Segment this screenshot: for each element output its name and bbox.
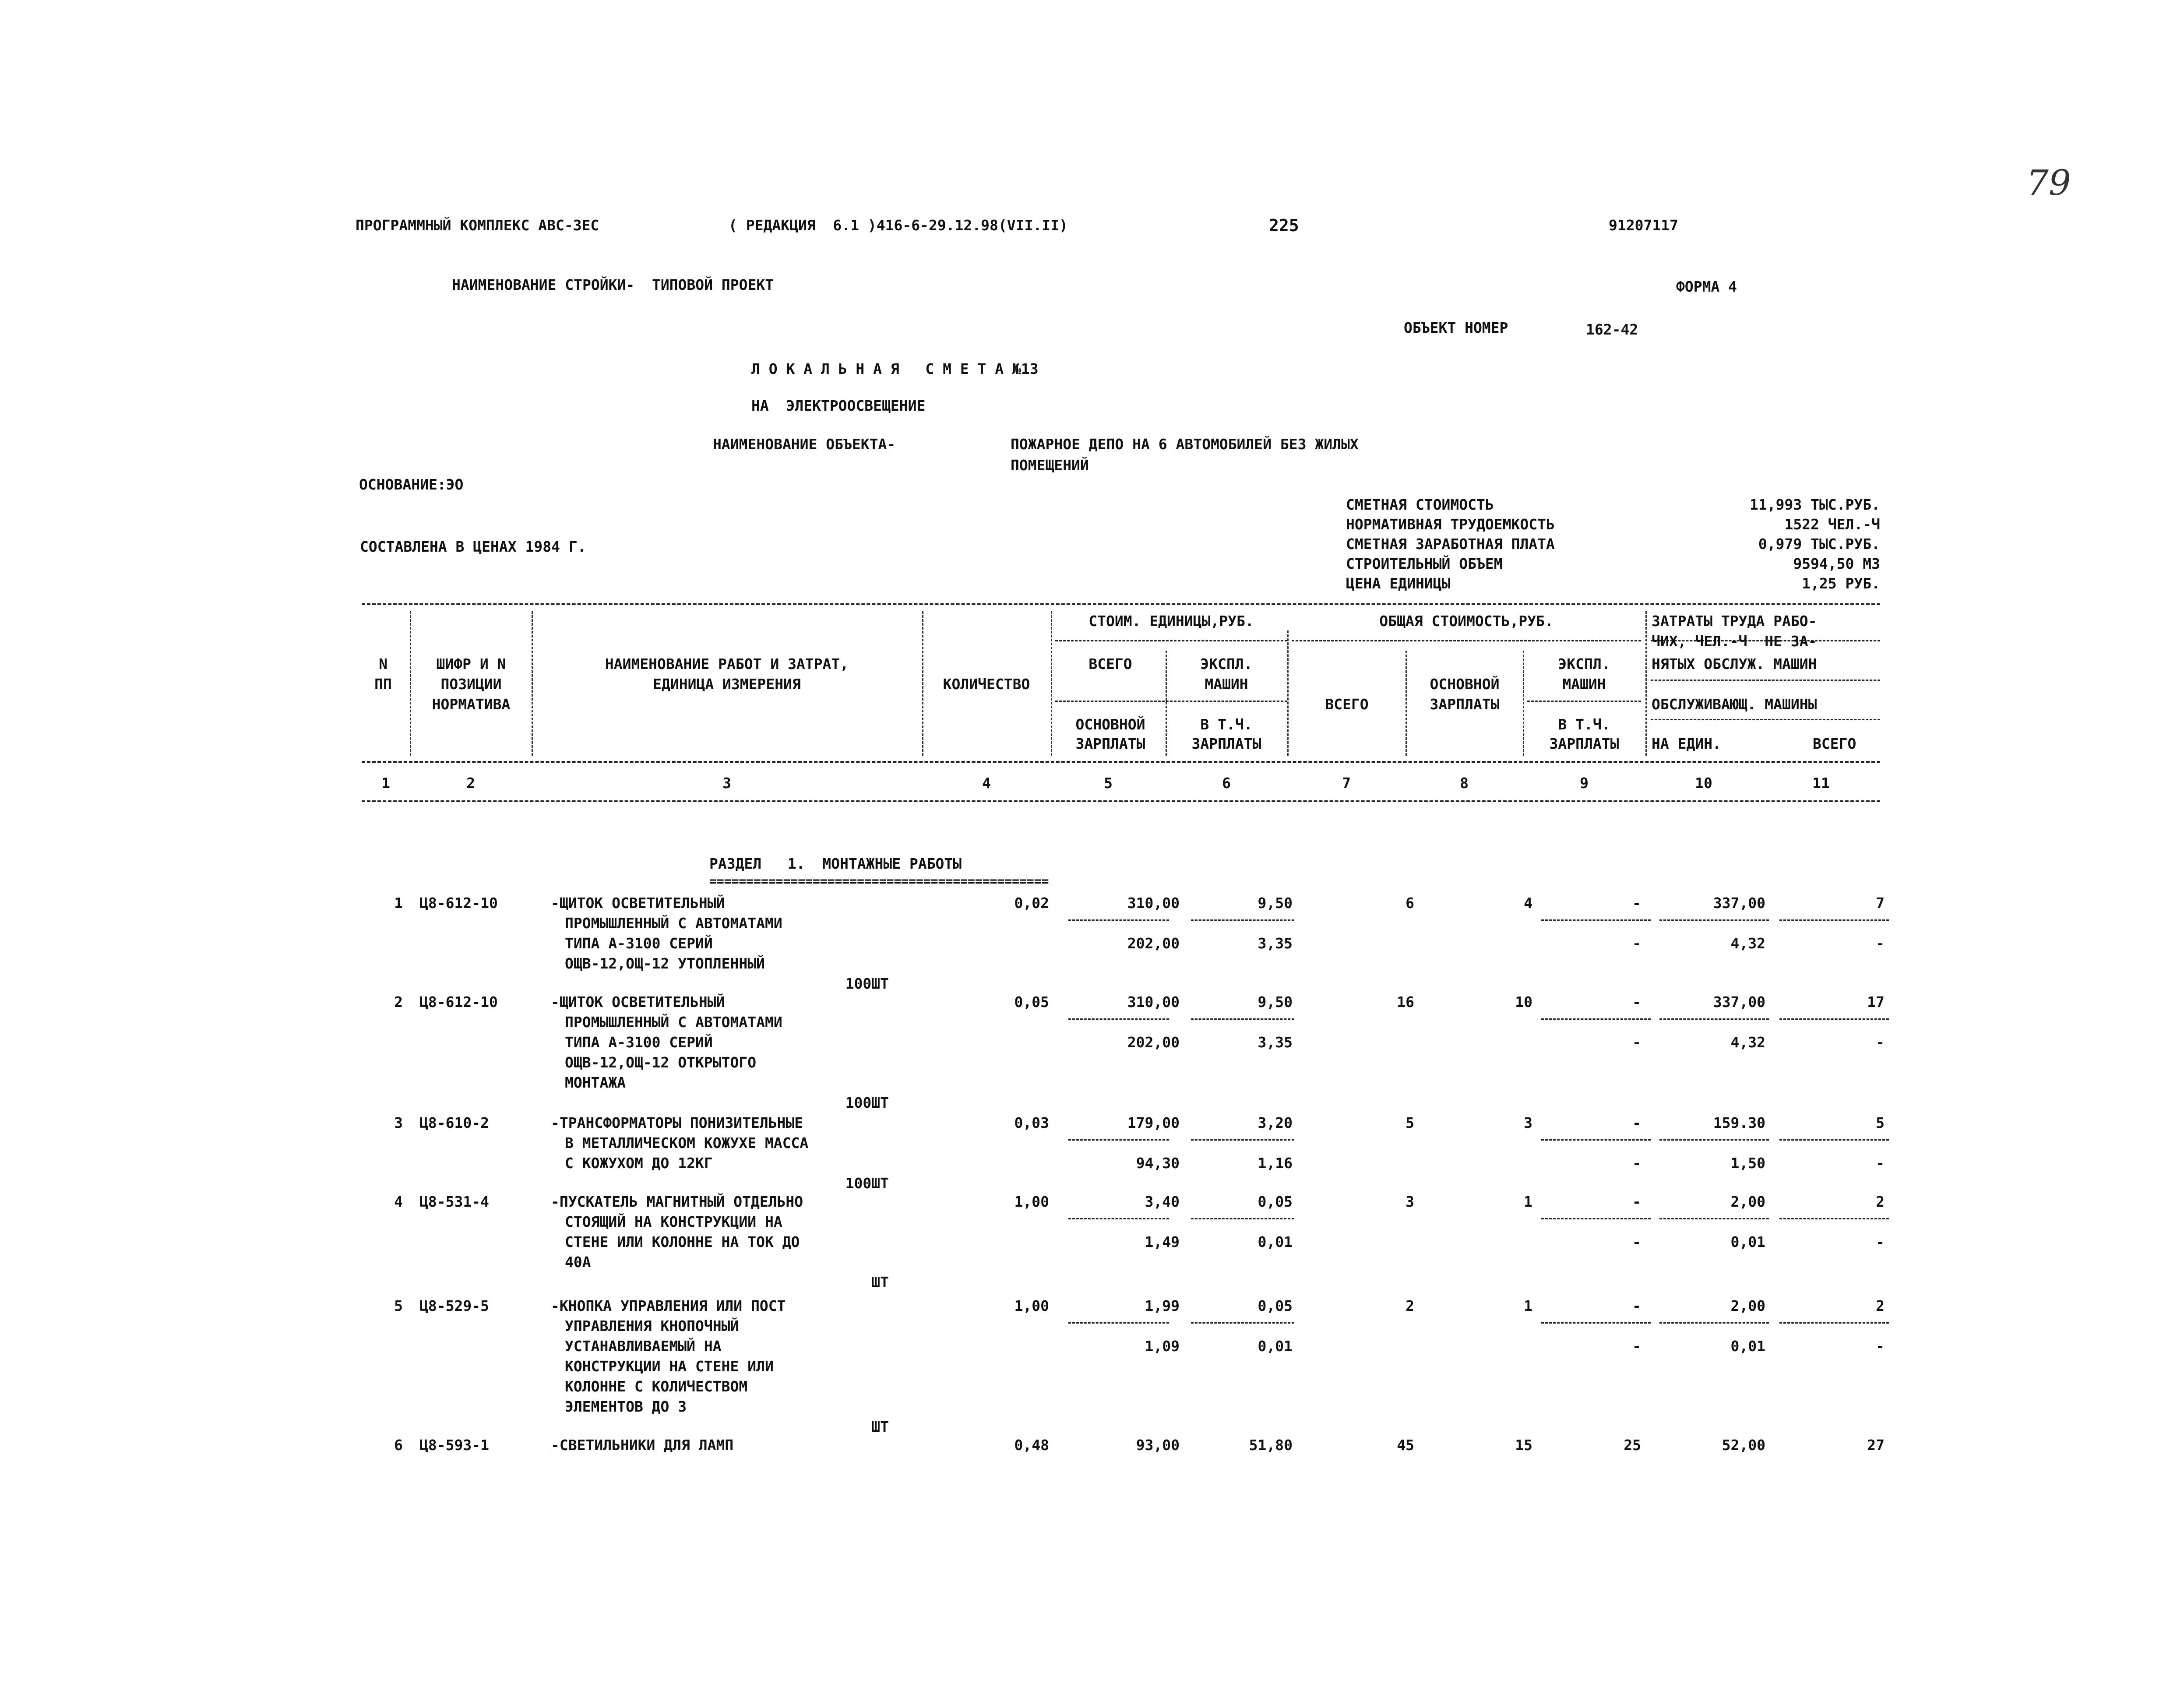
row-unit-machine-wage: 0,01 — [1258, 1233, 1293, 1250]
row-number: 3 — [394, 1114, 403, 1131]
header-labor-total: ВСЕГО — [1813, 735, 1856, 752]
row-name-line: МОНТАЖА — [565, 1074, 626, 1091]
header-labor: ОБСЛУЖИВАЮЩ. МАШИНЫ — [1652, 696, 1817, 713]
object-name-line2: ПОМЕЩЕНИЙ — [1011, 457, 1089, 474]
row-name-line: -СВЕТИЛЬНИКИ ДЛЯ ЛАМП — [551, 1437, 734, 1454]
row-name-line: ТИПА А-3100 СЕРИЙ — [565, 935, 713, 952]
row-labor-total-b: - — [1876, 1155, 1885, 1172]
row-unit-wage: 202,00 — [1127, 935, 1180, 952]
row-quantity: 0,05 — [1014, 993, 1049, 1011]
column-number: 7 — [1342, 775, 1351, 792]
row-unit-total: 310,00 — [1127, 894, 1180, 912]
object-name-label: НАИМЕНОВАНИЕ ОБЪЕКТА- — [713, 436, 896, 453]
column-number: 2 — [466, 775, 475, 792]
row-unit-wage: 202,00 — [1127, 1034, 1180, 1051]
column-divider — [1051, 611, 1052, 756]
row-quantity: 1,00 — [1014, 1193, 1049, 1210]
header-total-cost: ОБЩАЯ СТОИМОСТЬ,РУБ. — [1379, 613, 1553, 630]
row-labor-unit: 2,00 — [1730, 1193, 1765, 1210]
row-labor-unit: 2,00 — [1730, 1297, 1765, 1314]
row-quantity: 0,02 — [1014, 894, 1049, 912]
summary-value: 9594,50 М3 — [1793, 555, 1880, 572]
column-divider — [1645, 611, 1647, 756]
document-subject: НА ЭЛЕКТРООСВЕЩЕНИЕ — [751, 397, 926, 414]
header-sub-rule — [1055, 701, 1287, 702]
object-number: 162-42 — [1586, 321, 1638, 338]
column-number: 6 — [1222, 775, 1231, 792]
row-total-wage: 3 — [1524, 1114, 1532, 1131]
row-labor-total: 2 — [1876, 1297, 1885, 1314]
column-number: 5 — [1104, 775, 1113, 792]
row-labor-unit: 159.30 — [1713, 1114, 1765, 1131]
row-name-line: УСТАНАВЛИВАЕМЫЙ НА — [565, 1338, 722, 1355]
cell-rule — [1779, 1139, 1889, 1141]
row-labor-unit-b: 0,01 — [1730, 1338, 1765, 1355]
row-unit-machine: 0,05 — [1258, 1193, 1293, 1210]
row-total-wage: 15 — [1515, 1437, 1532, 1454]
row-total-all: 45 — [1397, 1437, 1414, 1454]
row-unit-machine: 51,80 — [1249, 1437, 1293, 1454]
row-name-line: СТОЯЩИЙ НА КОНСТРУКЦИИ НА — [565, 1213, 782, 1230]
cell-rule — [1541, 1218, 1651, 1219]
cell-rule — [1779, 919, 1889, 921]
header-name: ЕДИНИЦА ИЗМЕРЕНИЯ — [653, 676, 801, 693]
row-unit-machine-wage: 1,16 — [1258, 1155, 1293, 1172]
row-code: Ц8-593-1 — [419, 1437, 489, 1454]
price-basis: СОСТАВЛЕНА В ЦЕНАХ 1984 Г. — [360, 538, 586, 555]
row-total-wage: 10 — [1515, 993, 1532, 1011]
cell-rule — [1659, 1018, 1769, 1020]
row-unit-total: 1,99 — [1145, 1297, 1180, 1314]
row-machine-wage: - — [1632, 1155, 1641, 1172]
row-total-machine: 25 — [1624, 1437, 1641, 1454]
row-code: Ц8-612-10 — [419, 993, 498, 1011]
header-top-rule — [362, 603, 1880, 605]
row-name-line: КОЛОННЕ С КОЛИЧЕСТВОМ — [565, 1378, 748, 1395]
cell-rule — [1541, 1018, 1651, 1020]
row-labor-unit-b: 4,32 — [1730, 935, 1765, 952]
column-divider — [410, 611, 411, 756]
section-underline: ============================================== — [709, 874, 1049, 888]
row-machine-wage: - — [1632, 1233, 1641, 1250]
header-n: ПП — [374, 676, 392, 693]
row-number: 6 — [394, 1437, 403, 1454]
row-total-machine: - — [1632, 1114, 1641, 1131]
row-unit-machine-wage: 0,01 — [1258, 1338, 1293, 1355]
row-name-line: -ЩИТОК ОСВЕТИТЕЛЬНЫЙ — [551, 894, 725, 912]
header-code: ПОЗИЦИИ — [440, 676, 502, 693]
column-divider — [1406, 651, 1407, 756]
row-unit-machine: 0,05 — [1258, 1297, 1293, 1314]
row-number: 2 — [394, 993, 403, 1011]
header-total-machine-wage: В Т.Ч. — [1558, 716, 1610, 733]
row-total-wage: 4 — [1524, 894, 1532, 912]
cell-rule — [1191, 1218, 1294, 1219]
cell-rule — [1779, 1322, 1889, 1324]
row-number: 1 — [394, 894, 403, 912]
row-total-machine: - — [1632, 1297, 1641, 1314]
row-total-machine: - — [1632, 894, 1641, 912]
summary-label: СМЕТНАЯ ЗАРАБОТНАЯ ПЛАТА — [1346, 535, 1555, 553]
column-number: 1 — [381, 775, 390, 792]
summary-label: ЦЕНА ЕДИНИЦЫ — [1346, 575, 1451, 592]
summary-value: 1522 ЧЕЛ.-Ч — [1784, 516, 1880, 533]
row-unit-wage: 1,49 — [1145, 1233, 1180, 1250]
row-labor-unit: 337,00 — [1713, 993, 1765, 1011]
header-labor-unit: НА ЕДИН. — [1652, 735, 1721, 752]
header-quantity: КОЛИЧЕСТВО — [943, 676, 1030, 693]
cell-rule — [1068, 1139, 1169, 1141]
row-labor-unit: 52,00 — [1722, 1437, 1765, 1454]
cell-rule — [1779, 1018, 1889, 1020]
header-sub-rule — [1055, 640, 1287, 641]
row-unit-total: 3,40 — [1145, 1193, 1180, 1210]
row-labor-total: 2 — [1876, 1193, 1885, 1210]
row-code: Ц8-612-10 — [419, 894, 498, 912]
row-name-line: УПРАВЛЕНИЯ КНОПОЧНЫЙ — [565, 1317, 739, 1335]
row-unit: ШТ — [871, 1274, 889, 1291]
column-divider — [1287, 630, 1289, 756]
row-name-line: ОЩВ-12,ОЩ-12 УТОПЛЕННЫЙ — [565, 955, 765, 972]
estimate-basis: ОСНОВАНИЕ:ЭО — [359, 476, 464, 493]
row-name-line: КОНСТРУКЦИИ НА СТЕНЕ ИЛИ — [565, 1358, 774, 1375]
header-mid-rule — [362, 761, 1880, 763]
cell-rule — [1659, 919, 1769, 921]
row-labor-total: 7 — [1876, 894, 1885, 912]
cell-rule — [1068, 919, 1169, 921]
column-number: 11 — [1812, 775, 1830, 792]
row-total-machine: - — [1632, 993, 1641, 1011]
summary-value: 1,25 РУБ. — [1802, 575, 1880, 592]
document-code: 91207117 — [1609, 217, 1678, 234]
cell-rule — [1191, 1139, 1294, 1141]
row-labor-unit-b: 0,01 — [1730, 1233, 1765, 1250]
row-unit-total: 93,00 — [1136, 1437, 1180, 1454]
row-machine-wage: - — [1632, 1338, 1641, 1355]
row-code: Ц8-610-2 — [419, 1114, 489, 1131]
row-labor-total-b: - — [1876, 1233, 1885, 1250]
edition-info: ( РЕДАКЦИЯ 6.1 )416-6-29.12.98(VII.II) — [729, 217, 1068, 234]
header-total-wage: ЗАРПЛАТЫ — [1430, 696, 1500, 713]
row-labor-total-b: - — [1876, 1338, 1885, 1355]
row-name-line: ОЩВ-12,ОЩ-12 ОТКРЫТОГО — [565, 1054, 757, 1071]
header-total-machine-wage: ЗАРПЛАТЫ — [1549, 735, 1619, 752]
header-sub-rule — [1292, 640, 1641, 641]
row-unit-machine: 9,50 — [1258, 894, 1293, 912]
header-total-all: ВСЕГО — [1325, 696, 1369, 713]
cell-rule — [1659, 1139, 1769, 1141]
document-title: Л О К А Л Ь Н А Я С М Е Т А №13 — [751, 360, 1039, 377]
header-total-machine: МАШИН — [1562, 676, 1606, 693]
row-labor-total: 17 — [1867, 993, 1885, 1011]
row-name-line: -ТРАНСФОРМАТОРЫ ПОНИЗИТЕЛЬНЫЕ — [551, 1114, 803, 1131]
row-name-line: ТИПА А-3100 СЕРИЙ — [565, 1034, 713, 1051]
row-labor-unit-b: 1,50 — [1730, 1155, 1765, 1172]
cell-rule — [1068, 1018, 1169, 1020]
row-number: 4 — [394, 1193, 403, 1210]
header-code: ШИФР И N — [436, 655, 506, 673]
row-quantity: 0,48 — [1014, 1437, 1049, 1454]
row-name-line: -ЩИТОК ОСВЕТИТЕЛЬНЫЙ — [551, 993, 725, 1011]
cell-rule — [1068, 1322, 1169, 1324]
row-labor-unit-b: 4,32 — [1730, 1034, 1765, 1051]
header-labor: ЗАТРАТЫ ТРУДА РАБО- — [1652, 613, 1817, 630]
header-n: N — [379, 655, 387, 673]
row-total-all: 3 — [1406, 1193, 1414, 1210]
row-total-wage: 1 — [1524, 1297, 1532, 1314]
cell-rule — [1191, 1322, 1294, 1324]
row-quantity: 1,00 — [1014, 1297, 1049, 1314]
summary-label: СМЕТНАЯ СТОИМОСТЬ — [1346, 496, 1494, 513]
row-code: Ц8-529-5 — [419, 1297, 489, 1314]
row-unit-machine: 3,20 — [1258, 1114, 1293, 1131]
row-name-line: 40А — [565, 1254, 591, 1271]
header-code: НОРМАТИВА — [432, 696, 511, 713]
sheet-number: 225 — [1269, 216, 1299, 235]
header-unit-machine-wage: ЗАРПЛАТЫ — [1191, 735, 1261, 752]
cell-rule — [1068, 1218, 1169, 1219]
cell-rule — [1779, 1218, 1889, 1219]
header-sub-rule — [1651, 680, 1880, 681]
summary-label: СТРОИТЕЛЬНЫЙ ОБЪЕМ — [1346, 555, 1503, 572]
cell-rule — [1541, 1322, 1651, 1324]
row-code: Ц8-531-4 — [419, 1193, 489, 1210]
row-unit: 100ШТ — [845, 1094, 889, 1111]
column-number: 10 — [1695, 775, 1712, 792]
row-labor-total-b: - — [1876, 935, 1885, 952]
row-name-line: -КНОПКА УПРАВЛЕНИЯ ИЛИ ПОСТ — [551, 1297, 786, 1314]
row-unit-machine-wage: 3,35 — [1258, 935, 1293, 952]
cell-rule — [1191, 1018, 1294, 1020]
row-labor-total: 5 — [1876, 1114, 1885, 1131]
row-labor-unit: 337,00 — [1713, 894, 1765, 912]
row-total-all: 16 — [1397, 993, 1414, 1011]
column-number: 4 — [982, 775, 991, 792]
header-name: НАИМЕНОВАНИЕ РАБОТ И ЗАТРАТ, — [605, 655, 849, 673]
header-bottom-rule — [362, 800, 1880, 802]
header-unit-cost: СТОИМ. ЕДИНИЦЫ,РУБ. — [1088, 613, 1254, 630]
header-unit-total: ВСЕГО — [1088, 655, 1132, 673]
row-total-all: 2 — [1406, 1297, 1414, 1314]
row-labor-total-b: - — [1876, 1034, 1885, 1051]
row-name-line: С КОЖУХОМ ДО 12КГ — [565, 1155, 713, 1172]
header-labor: НЯТЫХ ОБСЛУЖ. МАШИН — [1652, 655, 1817, 673]
program-name: ПРОГРАММНЫЙ КОМПЛЕКС АВС-ЗЕС — [356, 217, 599, 234]
header-unit-machine: МАШИН — [1205, 676, 1248, 693]
object-name-line1: ПОЖАРНОЕ ДЕПО НА 6 АВТОМОБИЛЕЙ БЕЗ ЖИЛЫХ — [1011, 436, 1359, 453]
row-unit-machine: 9,50 — [1258, 993, 1293, 1011]
row-unit: ШТ — [871, 1418, 889, 1435]
row-unit-wage: 94,30 — [1136, 1155, 1180, 1172]
column-number: 9 — [1580, 775, 1589, 792]
column-divider — [1166, 651, 1167, 756]
row-number: 5 — [394, 1297, 403, 1314]
header-unit-machine-wage: В Т.Ч. — [1200, 716, 1253, 733]
handwritten-page-number: 79 — [2026, 162, 2071, 203]
header-sub-rule — [1527, 701, 1641, 702]
row-name-line: -ПУСКАТЕЛЬ МАГНИТНЫЙ ОТДЕЛЬНО — [551, 1193, 803, 1210]
row-unit-wage: 1,09 — [1145, 1338, 1180, 1355]
cell-rule — [1659, 1218, 1769, 1219]
row-unit: 100ШТ — [845, 975, 889, 992]
row-labor-total: 27 — [1867, 1437, 1885, 1454]
row-unit-total: 179,00 — [1127, 1114, 1180, 1131]
row-name-line: ПРОМЫШЛЕННЫЙ С АВТОМАТАМИ — [565, 915, 782, 932]
row-machine-wage: - — [1632, 935, 1641, 952]
object-number-label: ОБЪЕКТ НОМЕР — [1404, 319, 1508, 336]
header-unit-machine: ЭКСПЛ. — [1200, 655, 1253, 673]
row-name-line: В МЕТАЛЛИЧЕСКОМ КОЖУХЕ МАССА — [565, 1134, 809, 1152]
column-divider — [532, 611, 533, 756]
row-total-wage: 1 — [1524, 1193, 1532, 1210]
construction-name: НАИМЕНОВАНИЕ СТРОЙКИ- ТИПОВОЙ ПРОЕКТ — [452, 276, 774, 293]
row-total-all: 5 — [1406, 1114, 1414, 1131]
row-unit-machine-wage: 3,35 — [1258, 1034, 1293, 1051]
column-number: 8 — [1460, 775, 1469, 792]
column-number: 3 — [722, 775, 731, 792]
header-labor: ЧИХ, ЧЕЛ.-Ч НЕ ЗА- — [1652, 633, 1817, 650]
summary-label: НОРМАТИВНАЯ ТРУДОЕМКОСТЬ — [1346, 516, 1555, 533]
cell-rule — [1541, 1139, 1651, 1141]
header-unit-wage: ОСНОВНОЙ — [1075, 716, 1145, 733]
header-unit-wage: ЗАРПЛАТЫ — [1075, 735, 1145, 752]
section-title: РАЗДЕЛ 1. МОНТАЖНЫЕ РАБОТЫ — [709, 855, 962, 872]
cell-rule — [1659, 1322, 1769, 1324]
form-number: ФОРМА 4 — [1676, 278, 1737, 295]
summary-value: 11,993 ТЫС.РУБ. — [1749, 496, 1880, 513]
cell-rule — [1541, 919, 1651, 921]
column-divider — [1523, 651, 1524, 756]
row-total-all: 6 — [1406, 894, 1414, 912]
row-quantity: 0,03 — [1014, 1114, 1049, 1131]
row-name-line: СТЕНЕ ИЛИ КОЛОННЕ НА ТОК ДО — [565, 1233, 800, 1250]
header-total-wage: ОСНОВНОЙ — [1430, 676, 1500, 693]
summary-value: 0,979 ТЫС.РУБ. — [1758, 535, 1880, 553]
row-name-line: ПРОМЫШЛЕННЫЙ С АВТОМАТАМИ — [565, 1014, 782, 1031]
header-total-machine: ЭКСПЛ. — [1558, 655, 1610, 673]
row-machine-wage: - — [1632, 1034, 1641, 1051]
cell-rule — [1191, 919, 1294, 921]
row-name-line: ЭЛЕМЕНТОВ ДО 3 — [565, 1398, 687, 1415]
header-sub-rule — [1651, 719, 1880, 720]
row-total-machine: - — [1632, 1193, 1641, 1210]
row-unit: 100ШТ — [845, 1175, 889, 1192]
row-unit-total: 310,00 — [1127, 993, 1180, 1011]
